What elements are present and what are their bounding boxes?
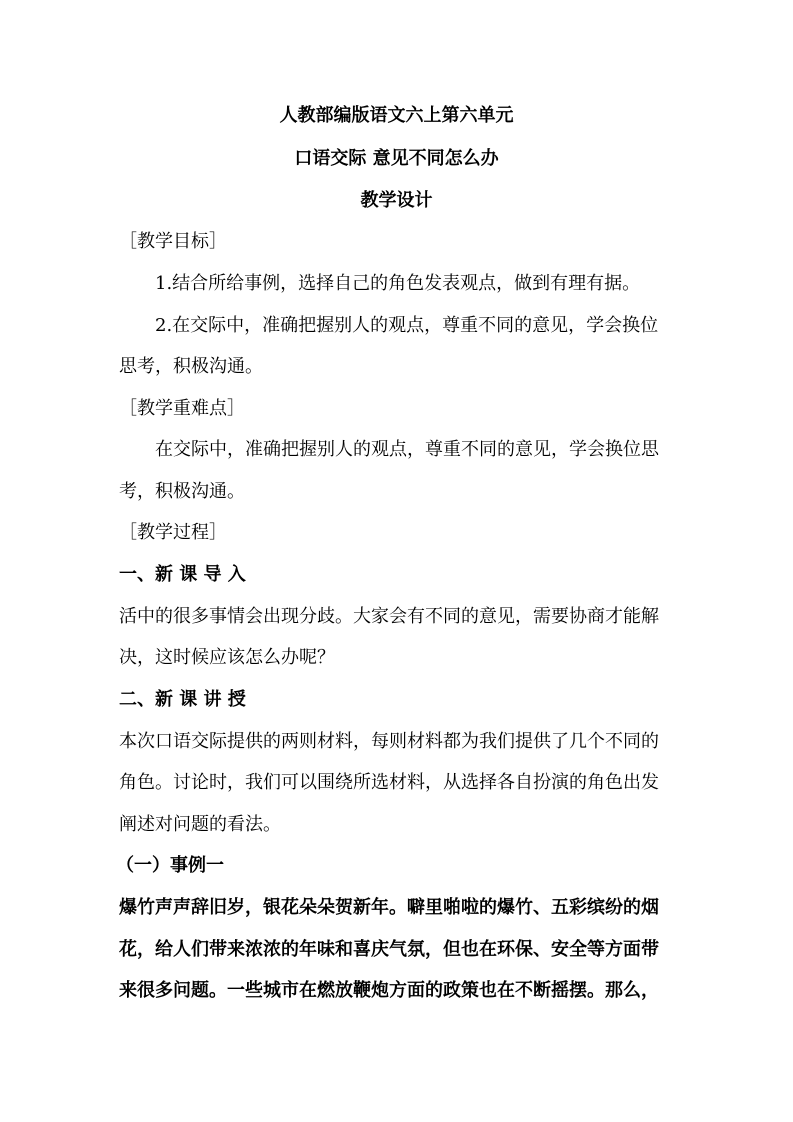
goal-item-2: 2.在交际中，准确把握别人的观点，尊重不同的意见，学会换位: [155, 315, 659, 336]
goal-item-2-cont: 思考，积极沟通。: [119, 356, 263, 377]
example-1-heading: （一）事例一: [116, 855, 224, 876]
teaching-paragraph: 本次口语交际提供的两则材料，每则材料都为我们提供了几个不同的: [119, 731, 659, 752]
example-1-paragraph: 爆竹声声辞旧岁，银花朵朵贺新年。噼里啪啦的爆竹、五彩缤纷的烟: [119, 897, 659, 918]
key-points-text-cont: 考，积极沟通。: [119, 481, 245, 502]
section-1-heading: 一、新 课 导 入: [119, 564, 246, 585]
goal-item-1: 1.结合所给事例，选择自己的角色发表观点，做到有理有据。: [155, 273, 641, 294]
example-1-paragraph-cont-2: 来很多问题。一些城市在燃放鞭炮方面的政策也在不断摇摆。那么，: [119, 980, 659, 1001]
lesson-title: 口语交际 意见不同怎么办: [294, 148, 499, 169]
example-1-paragraph-cont-1: 花，给人们带来浓浓的年味和喜庆气氛，但也在环保、安全等方面带: [119, 939, 659, 960]
key-points-heading: ［教学重难点］: [119, 398, 245, 419]
process-heading: ［教学过程］: [119, 522, 227, 543]
teaching-paragraph-cont-1: 角色。讨论时，我们可以围绕所选材料，从选择各自扮演的角色出发: [119, 772, 659, 793]
intro-paragraph: 活中的很多事情会出现分歧。大家会有不同的意见，需要协商才能解: [119, 606, 659, 627]
intro-paragraph-cont: 决，这时候应该怎么办呢？: [119, 647, 335, 668]
teaching-paragraph-cont-2: 阐述对问题的看法。: [119, 814, 281, 835]
goals-heading: ［教学目标］: [119, 231, 227, 252]
key-points-text: 在交际中，准确把握别人的观点，尊重不同的意见，学会换位思: [155, 439, 659, 460]
design-subtitle: 教学设计: [360, 190, 433, 211]
document-title: 人教部编版语文六上第六单元: [279, 105, 514, 126]
section-2-heading: 二、新 课 讲 授: [119, 689, 246, 710]
